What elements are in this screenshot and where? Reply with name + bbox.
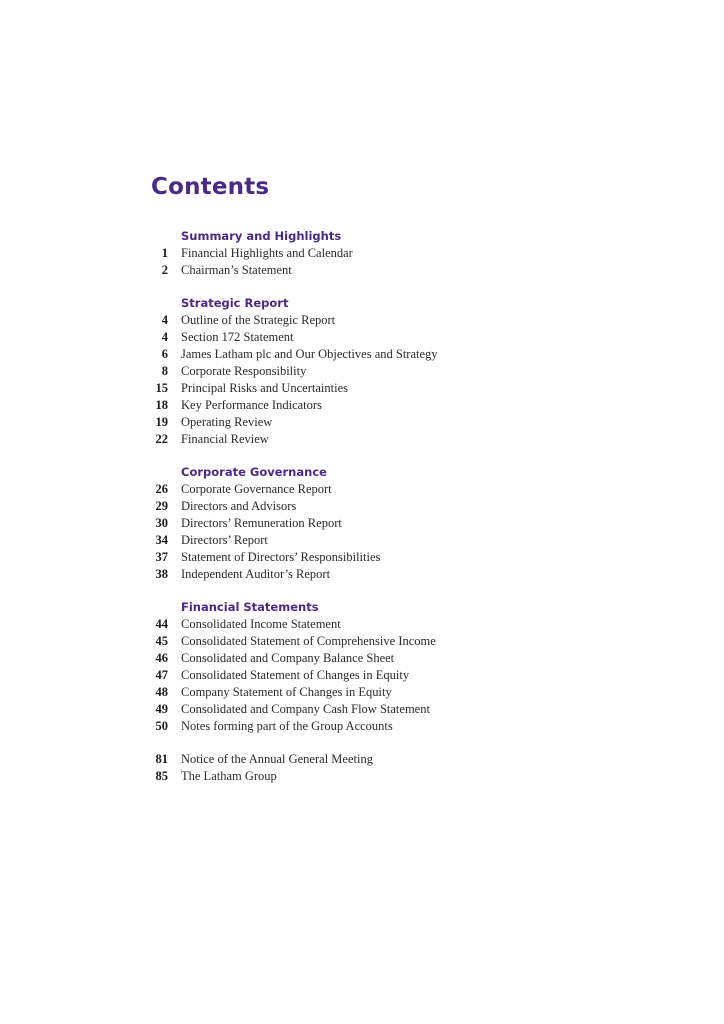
toc-entry-title: Key Performance Indicators bbox=[181, 398, 322, 412]
toc-entry-title: Consolidated and Company Cash Flow Statement bbox=[181, 702, 430, 716]
toc-entry-title: The Latham Group bbox=[181, 769, 277, 783]
toc-entry[interactable] bbox=[140, 667, 540, 684]
toc-entry[interactable] bbox=[140, 650, 540, 667]
toc-page-number: 22 bbox=[155, 432, 168, 446]
toc-entry[interactable] bbox=[140, 414, 540, 431]
toc-entry[interactable] bbox=[140, 751, 540, 768]
toc-entry[interactable] bbox=[140, 566, 540, 583]
toc-page-number: 38 bbox=[155, 567, 168, 581]
toc-entry[interactable] bbox=[140, 245, 540, 262]
toc-entry-title: Corporate Governance Report bbox=[181, 482, 332, 496]
toc-entry-title: Outline of the Strategic Report bbox=[181, 313, 336, 327]
toc-page-number: 19 bbox=[155, 415, 168, 429]
toc-page-number: 4 bbox=[161, 330, 168, 344]
toc-entry[interactable] bbox=[140, 262, 540, 279]
toc-entry-title: Principal Risks and Uncertainties bbox=[181, 381, 348, 395]
toc-entry-title: Directors’ Report bbox=[181, 533, 268, 547]
toc-entry[interactable] bbox=[140, 346, 540, 363]
toc-page-number: 37 bbox=[155, 550, 168, 564]
toc-section-financial-statements bbox=[140, 599, 540, 735]
toc-page-number: 29 bbox=[155, 499, 168, 513]
toc-page-number: 47 bbox=[155, 668, 168, 682]
toc-entry-title: Section 172 Statement bbox=[181, 330, 294, 344]
toc-entry-title: Company Statement of Changes in Equity bbox=[181, 685, 392, 699]
toc-entry-title: Independent Auditor’s Report bbox=[181, 567, 331, 581]
toc-entry[interactable] bbox=[140, 701, 540, 718]
section-heading: Corporate Governance bbox=[181, 465, 327, 479]
table-of-contents bbox=[140, 228, 540, 801]
toc-entry-title: Consolidated Statement of Comprehensive Income bbox=[181, 634, 436, 648]
toc-entry[interactable] bbox=[140, 684, 540, 701]
section-heading: Strategic Report bbox=[181, 296, 289, 310]
toc-entry-title: Financial Review bbox=[181, 432, 269, 446]
toc-entry[interactable] bbox=[140, 397, 540, 414]
toc-entry[interactable] bbox=[140, 616, 540, 633]
toc-section-strategic-report bbox=[140, 295, 540, 448]
toc-page-number: 45 bbox=[155, 634, 168, 648]
toc-page-number: 18 bbox=[155, 398, 168, 412]
toc-page-number: 85 bbox=[155, 769, 168, 783]
toc-page-number: 2 bbox=[161, 263, 168, 277]
toc-page-number: 1 bbox=[161, 246, 168, 260]
toc-page-number: 49 bbox=[155, 702, 168, 716]
toc-section-corporate-governance bbox=[140, 464, 540, 583]
page-title: Contents bbox=[151, 174, 270, 200]
toc-page-number: 4 bbox=[161, 313, 168, 327]
toc-entry-title: Operating Review bbox=[181, 415, 273, 429]
section-heading: Summary and Highlights bbox=[181, 229, 342, 243]
toc-entry-title: Statement of Directors’ Responsibilities bbox=[181, 550, 381, 564]
toc-page-number: 50 bbox=[155, 719, 168, 733]
toc-entry-title: Notes forming part of the Group Accounts bbox=[181, 719, 393, 733]
toc-entry-title: Directors and Advisors bbox=[181, 499, 297, 513]
toc-page-number: 15 bbox=[155, 381, 168, 395]
toc-entry[interactable] bbox=[140, 532, 540, 549]
toc-entry[interactable] bbox=[140, 329, 540, 346]
section-heading: Financial Statements bbox=[181, 600, 319, 614]
toc-entry-title: Financial Highlights and Calendar bbox=[181, 246, 353, 260]
toc-entry[interactable] bbox=[140, 312, 540, 329]
toc-page-number: 34 bbox=[155, 533, 168, 547]
toc-entry[interactable] bbox=[140, 363, 540, 380]
toc-page-number: 30 bbox=[155, 516, 168, 530]
toc-page-number: 26 bbox=[155, 482, 168, 496]
toc-entry-title: Corporate Responsibility bbox=[181, 364, 307, 378]
toc-page-number: 48 bbox=[155, 685, 168, 699]
toc-page-number: 8 bbox=[161, 364, 168, 378]
toc-section-summary bbox=[140, 228, 540, 279]
toc-entry[interactable] bbox=[140, 515, 540, 532]
toc-page-number: 46 bbox=[155, 651, 168, 665]
toc-page-number: 44 bbox=[155, 617, 168, 631]
toc-entry-title: Chairman’s Statement bbox=[181, 263, 292, 277]
toc-page-number: 81 bbox=[155, 752, 168, 766]
toc-entry-title: Consolidated Income Statement bbox=[181, 617, 341, 631]
toc-section-other bbox=[140, 751, 540, 785]
toc-entry-title: Consolidated Statement of Changes in Equity bbox=[181, 668, 410, 682]
toc-entry[interactable] bbox=[140, 633, 540, 650]
toc-entry[interactable] bbox=[140, 431, 540, 448]
toc-entry[interactable] bbox=[140, 718, 540, 735]
toc-entry[interactable] bbox=[140, 380, 540, 397]
toc-entry[interactable] bbox=[140, 768, 540, 785]
toc-entry-title: Directors’ Remuneration Report bbox=[181, 516, 342, 530]
toc-entry-title: Notice of the Annual General Meeting bbox=[181, 752, 373, 766]
toc-entry-title: James Latham plc and Our Objectives and Strategy bbox=[181, 347, 438, 361]
toc-page-number: 6 bbox=[161, 347, 168, 361]
toc-entry-title: Consolidated and Company Balance Sheet bbox=[181, 651, 395, 665]
toc-entry[interactable] bbox=[140, 498, 540, 515]
toc-entry[interactable] bbox=[140, 549, 540, 566]
toc-entry[interactable] bbox=[140, 481, 540, 498]
